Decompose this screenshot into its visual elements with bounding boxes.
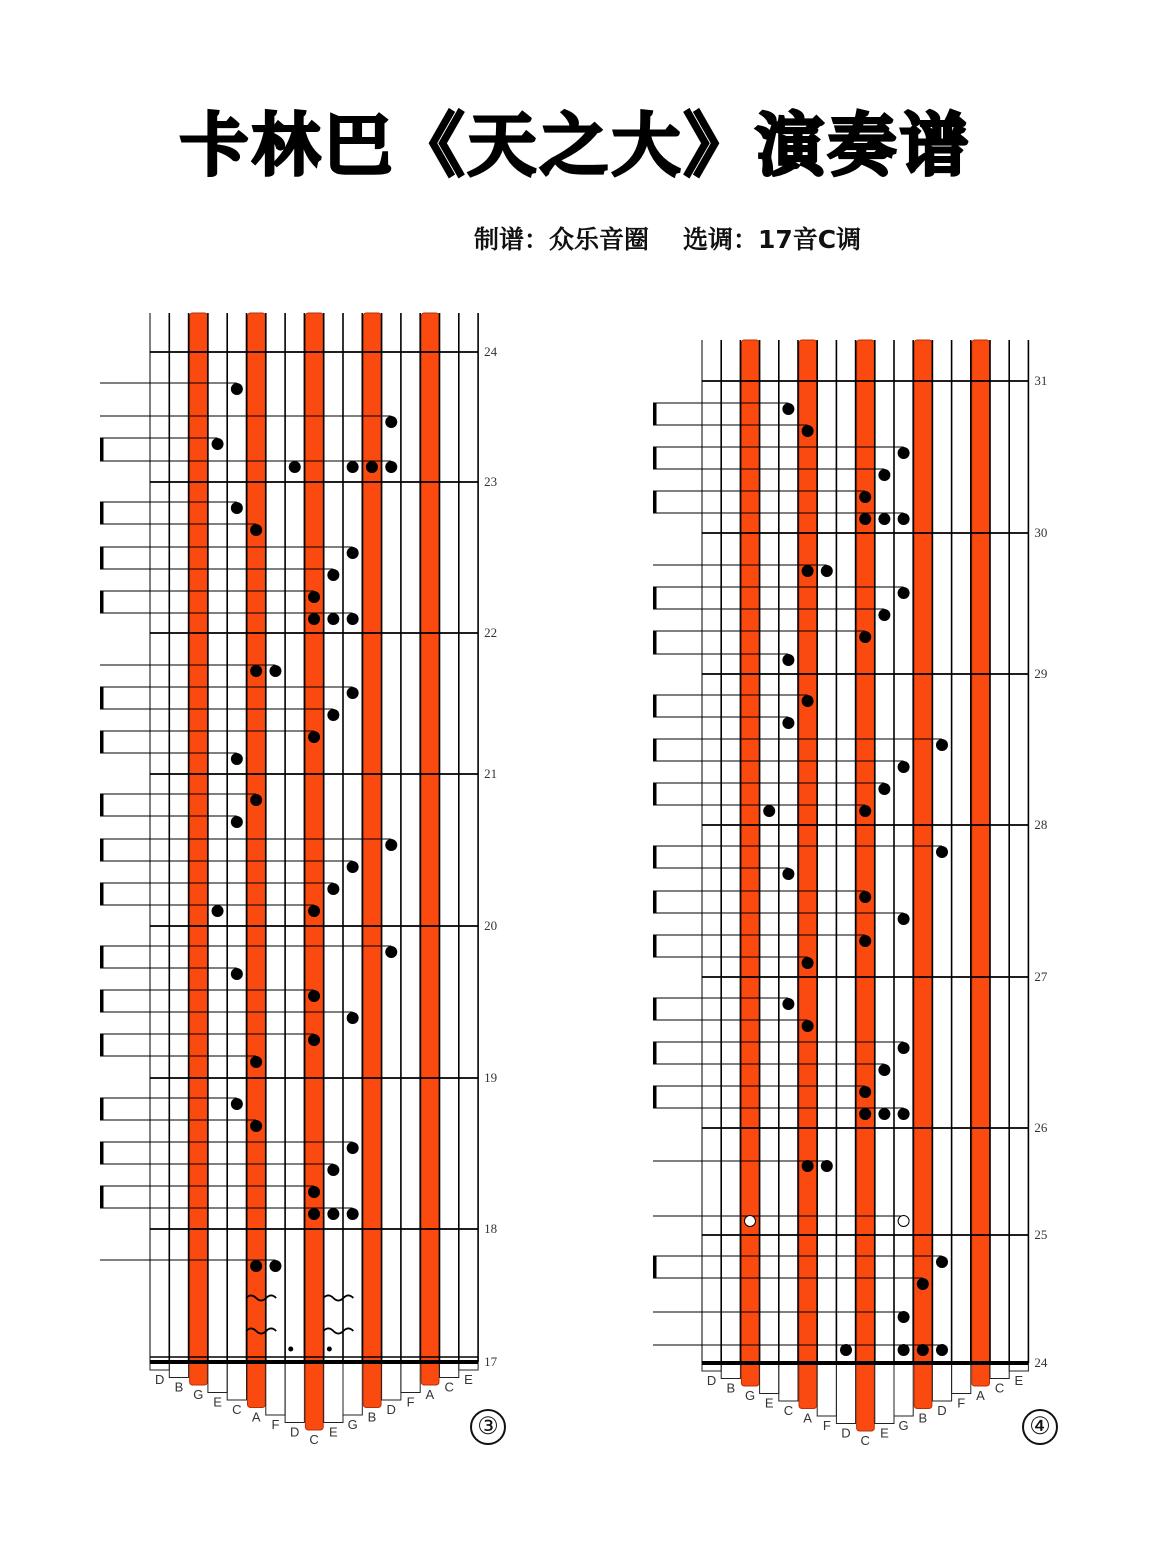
measure-number: 25 xyxy=(1034,1227,1048,1242)
eighth-bracket xyxy=(653,739,657,761)
tine-bottom xyxy=(721,1363,740,1379)
page-number-4: ④ xyxy=(1022,1409,1058,1445)
note-dot xyxy=(385,416,397,428)
tab-panel-page-3 xyxy=(100,313,498,1447)
note-dot xyxy=(878,609,890,621)
eighth-bracket xyxy=(100,946,104,968)
note-dot xyxy=(250,794,262,806)
note-dot xyxy=(347,1142,359,1154)
note-dot xyxy=(859,1108,871,1120)
eighth-bracket xyxy=(653,891,657,913)
tine-label: E xyxy=(464,1372,473,1387)
note-dot xyxy=(231,753,243,765)
note-dot xyxy=(250,1056,262,1068)
tine-label: B xyxy=(367,1409,377,1425)
note-dot xyxy=(269,1260,281,1272)
note-dot xyxy=(308,613,320,625)
note-dot xyxy=(859,491,871,503)
measure-number: 31 xyxy=(1034,373,1048,388)
note-dot xyxy=(840,1344,852,1356)
measure-number: 30 xyxy=(1034,525,1048,540)
eighth-bracket xyxy=(653,1256,657,1278)
note-dot xyxy=(802,1160,814,1172)
note-dot xyxy=(917,1344,929,1356)
note-dot xyxy=(231,968,243,980)
measure-number: 28 xyxy=(1034,817,1048,832)
eighth-bracket xyxy=(100,839,104,861)
note-dot xyxy=(250,524,262,536)
page-title: 卡林巴《天之大》演奏谱 xyxy=(179,107,972,186)
note-dot xyxy=(289,461,301,473)
highlighted-tine xyxy=(248,313,266,1408)
tine-label: D xyxy=(386,1402,396,1417)
tine-bottom xyxy=(760,1363,779,1394)
tine-label: E xyxy=(329,1424,338,1440)
tine-label: G xyxy=(347,1417,358,1432)
note-dot xyxy=(859,513,871,525)
eighth-bracket xyxy=(100,591,104,613)
open-note xyxy=(898,1216,909,1227)
tine-label: D xyxy=(937,1403,947,1418)
highlighted-tine xyxy=(857,340,875,1431)
eighth-bracket xyxy=(100,1098,104,1120)
measure-number: 20 xyxy=(484,918,498,933)
tine-label: B xyxy=(918,1410,928,1426)
eighth-bracket xyxy=(100,687,104,709)
measure-number: 26 xyxy=(1034,1120,1048,1135)
eighth-bracket xyxy=(653,447,657,469)
tine-label: A xyxy=(803,1410,812,1426)
note-dot xyxy=(859,891,871,903)
note-dot xyxy=(878,1064,890,1076)
note-dot xyxy=(859,631,871,643)
note-dot xyxy=(385,461,397,473)
tine-label: D xyxy=(841,1425,851,1441)
tine-label: C xyxy=(994,1380,1005,1396)
tine-label: C xyxy=(783,1403,794,1418)
measure-number: 22 xyxy=(484,625,498,640)
note-dot xyxy=(821,1160,833,1172)
note-dot xyxy=(250,665,262,677)
note-dot xyxy=(802,565,814,577)
note-dot xyxy=(936,739,948,751)
note-dot xyxy=(385,839,397,851)
eighth-bracket xyxy=(100,502,104,524)
tine-label: E xyxy=(764,1395,774,1411)
note-dot xyxy=(898,913,910,925)
note-dot xyxy=(212,438,224,450)
measure-number: 29 xyxy=(1034,666,1048,681)
key-label: 选调：17音C调 xyxy=(683,225,862,254)
eighth-bracket xyxy=(653,846,657,868)
measure-number: 21 xyxy=(484,766,498,781)
measure-number: 23 xyxy=(484,474,498,489)
highlighted-tine xyxy=(305,313,323,1430)
note-dot xyxy=(898,1311,910,1323)
measure-number: 27 xyxy=(1034,969,1048,984)
tine-label: D xyxy=(290,1424,300,1440)
highlighted-tine xyxy=(799,340,817,1409)
tine-label: A xyxy=(251,1409,261,1425)
tine-label: G xyxy=(193,1387,204,1402)
note-dot xyxy=(782,403,794,415)
tine-bottom xyxy=(836,1363,855,1424)
note-dot xyxy=(308,591,320,603)
tine-bottom xyxy=(382,1362,401,1400)
note-dot xyxy=(782,654,794,666)
tine-label: F xyxy=(822,1418,831,1433)
tine-label: F xyxy=(957,1395,966,1411)
tine-label: B xyxy=(174,1379,184,1395)
eighth-bracket xyxy=(100,990,104,1012)
note-dot xyxy=(782,868,794,880)
eighth-bracket xyxy=(100,547,104,569)
tine-label: C xyxy=(309,1432,319,1447)
note-dot xyxy=(308,905,320,917)
tine-bottom xyxy=(227,1362,246,1400)
tine-label: B xyxy=(726,1380,736,1396)
note-dot xyxy=(308,1034,320,1046)
note-dot xyxy=(212,905,224,917)
tine-bottom xyxy=(440,1362,459,1378)
note-dot xyxy=(347,461,359,473)
tine-bottom xyxy=(401,1362,420,1393)
highlighted-tine xyxy=(190,313,208,1385)
note-dot xyxy=(308,990,320,1002)
note-dot xyxy=(898,1108,910,1120)
eighth-bracket xyxy=(100,883,104,905)
eighth-bracket xyxy=(653,491,657,513)
eighth-bracket xyxy=(653,1086,657,1108)
note-dot xyxy=(859,1086,871,1098)
note-dot xyxy=(859,935,871,947)
note-dot xyxy=(878,469,890,481)
tine-bottom xyxy=(894,1363,913,1416)
eighth-bracket xyxy=(653,695,657,717)
note-dot xyxy=(898,587,910,599)
open-note xyxy=(745,1216,756,1227)
eighth-bracket xyxy=(653,935,657,957)
note-dot xyxy=(347,547,359,559)
tine-label: E xyxy=(1014,1373,1024,1388)
tremolo-mark xyxy=(323,1329,353,1334)
note-dot xyxy=(347,687,359,699)
note-dot xyxy=(898,761,910,773)
note-dot xyxy=(250,1260,262,1272)
note-dot xyxy=(269,665,281,677)
tine-label: C xyxy=(860,1433,870,1448)
note-dot xyxy=(231,1098,243,1110)
note-dot xyxy=(327,613,339,625)
note-dot xyxy=(898,1344,910,1356)
tine-bottom xyxy=(266,1362,285,1415)
note-dot xyxy=(782,717,794,729)
tine-bottom xyxy=(932,1363,951,1401)
tine-bottom xyxy=(343,1362,362,1415)
note-dot xyxy=(878,783,890,795)
note-dot xyxy=(308,731,320,743)
eighth-bracket xyxy=(653,403,657,425)
measure-number: 24 xyxy=(484,344,498,359)
tine-bottom xyxy=(208,1362,227,1393)
dot-mark xyxy=(288,1347,293,1352)
dot-mark xyxy=(327,1347,332,1352)
note-dot xyxy=(250,1120,262,1132)
tine-label: A xyxy=(425,1387,435,1402)
note-dot xyxy=(917,1278,929,1290)
arranger-label: 制谱：众乐音圈 xyxy=(474,225,650,254)
highlighted-tine xyxy=(972,340,990,1386)
tine-bottom xyxy=(990,1363,1009,1379)
eighth-bracket xyxy=(100,1186,104,1208)
eighth-bracket xyxy=(100,794,104,816)
note-dot xyxy=(802,695,814,707)
tine-label: D xyxy=(154,1372,165,1387)
highlighted-tine xyxy=(914,340,932,1409)
tine-bottom xyxy=(952,1363,971,1394)
tine-bottom xyxy=(779,1363,798,1401)
note-dot xyxy=(327,1208,339,1220)
note-dot xyxy=(385,946,397,958)
note-dot xyxy=(878,513,890,525)
note-dot xyxy=(327,709,339,721)
highlighted-tine xyxy=(741,340,759,1386)
measure-number: 18 xyxy=(484,1221,498,1236)
tine-label: C xyxy=(444,1379,454,1395)
note-dot xyxy=(802,425,814,437)
measure-number: 19 xyxy=(484,1070,498,1085)
note-dot xyxy=(936,1344,948,1356)
tine-bottom xyxy=(817,1363,836,1416)
note-dot xyxy=(898,513,910,525)
note-dot xyxy=(936,846,948,858)
note-dot xyxy=(231,383,243,395)
tine-label: F xyxy=(271,1417,280,1432)
eighth-bracket xyxy=(653,631,657,654)
note-dot xyxy=(308,1186,320,1198)
tine-bottom xyxy=(875,1363,894,1424)
eighth-bracket xyxy=(100,1034,104,1056)
eighth-bracket xyxy=(100,731,104,753)
eighth-bracket xyxy=(653,1042,657,1064)
note-dot xyxy=(366,461,378,473)
tine-bottom xyxy=(285,1362,304,1423)
tine-label: E xyxy=(880,1425,889,1441)
note-dot xyxy=(231,502,243,514)
tine-label: D xyxy=(706,1373,717,1388)
tab-panel-page-4 xyxy=(653,340,1048,1448)
eighth-bracket xyxy=(100,438,104,461)
tine-label: G xyxy=(898,1418,909,1433)
tine-label: C xyxy=(232,1402,242,1417)
note-dot xyxy=(878,1108,890,1120)
note-dot xyxy=(231,816,243,828)
note-dot xyxy=(821,565,833,577)
note-dot xyxy=(763,805,775,817)
note-dot xyxy=(859,805,871,817)
note-dot xyxy=(802,1020,814,1032)
note-dot xyxy=(347,861,359,873)
note-dot xyxy=(347,613,359,625)
tine-label: A xyxy=(976,1388,985,1403)
eighth-bracket xyxy=(100,1142,104,1164)
measure-number: 17 xyxy=(484,1354,498,1369)
note-dot xyxy=(308,1208,320,1220)
eighth-bracket xyxy=(653,587,657,609)
eighth-bracket xyxy=(653,998,657,1020)
note-dot xyxy=(347,1012,359,1024)
tine-label: E xyxy=(213,1394,222,1410)
highlighted-tine xyxy=(421,313,439,1385)
highlighted-tine xyxy=(363,313,381,1408)
page-number-3: ③ xyxy=(470,1409,506,1445)
eighth-bracket xyxy=(653,783,657,805)
note-dot xyxy=(782,998,794,1010)
note-dot xyxy=(898,447,910,459)
measure-number: 24 xyxy=(1034,1355,1048,1370)
note-dot xyxy=(327,1164,339,1176)
note-dot xyxy=(898,1042,910,1054)
tremolo-mark xyxy=(323,1296,353,1301)
tine-bottom xyxy=(324,1362,343,1423)
note-dot xyxy=(802,957,814,969)
note-dot xyxy=(936,1256,948,1268)
note-dot xyxy=(347,1208,359,1220)
tine-label: F xyxy=(406,1394,415,1410)
note-dot xyxy=(327,569,339,581)
note-dot xyxy=(327,883,339,895)
tine-label: G xyxy=(744,1388,756,1403)
tine-bottom xyxy=(169,1362,188,1378)
